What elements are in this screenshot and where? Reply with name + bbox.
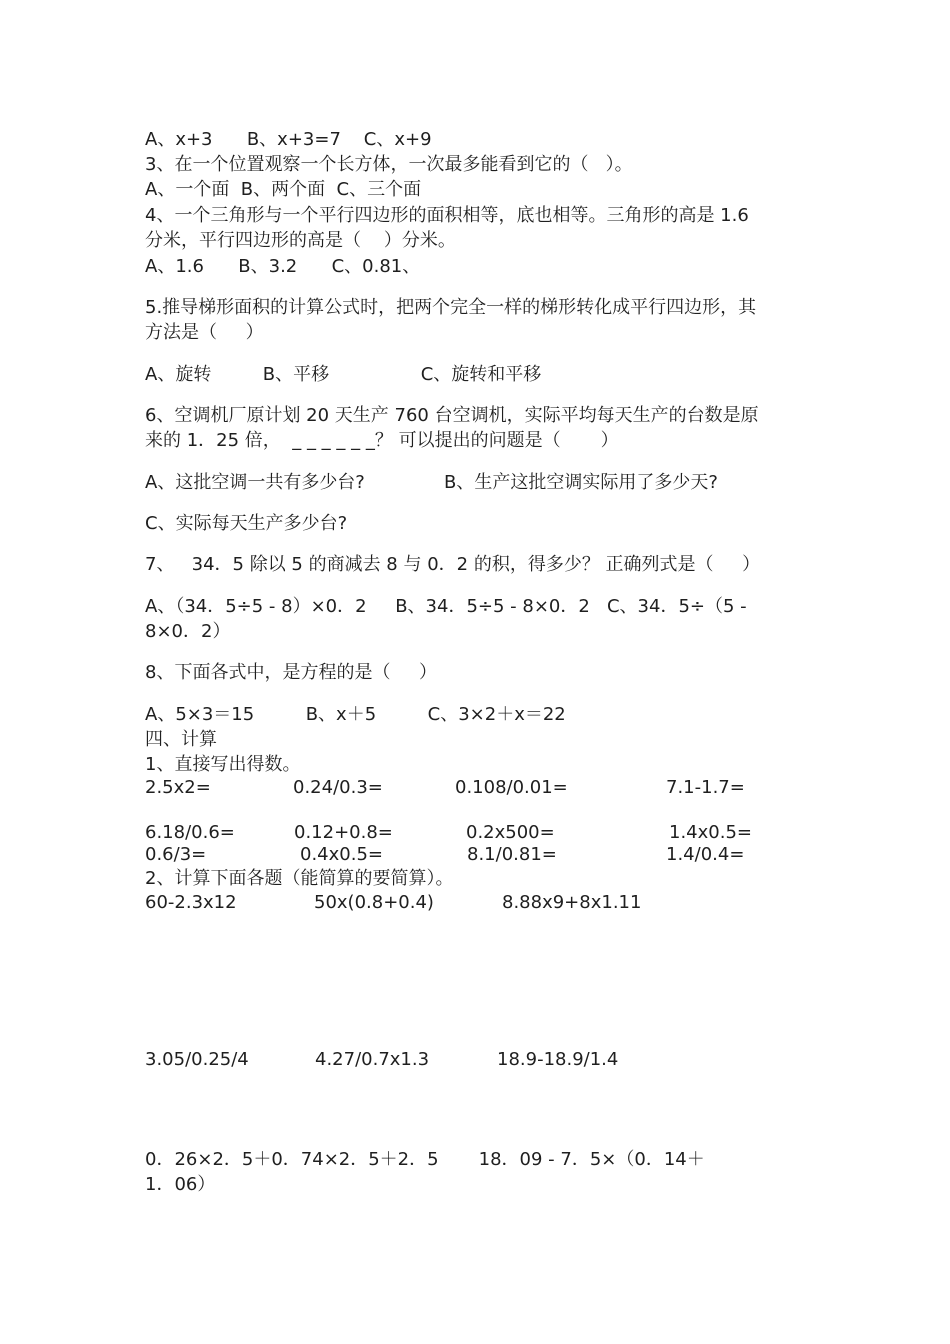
- q4-question-line2: 分米，平行四边形的高是（ ）分米。: [145, 230, 456, 251]
- mental-math-item: 0.108/0.01=: [455, 777, 568, 798]
- calc-item: 8.88x9+8x1.11: [502, 892, 642, 913]
- q7-options-line2: 8×0．2）: [145, 621, 231, 642]
- q4-options: A、1.6 B、3.2 C、0.81、: [145, 256, 421, 277]
- calc-row-3-line1: 0．26×2．5＋0．74×2．5＋2．5 18．09 - 7．5×（0．14＋: [145, 1149, 705, 1170]
- calc-item: 4.27/0.7x1.3: [315, 1049, 430, 1070]
- q8-options: A、5×3＝15 B、x＋5 C、3×2＋x＝22: [145, 704, 566, 725]
- q5-question-line1: 5.推导梯形面积的计算公式时，把两个完全一样的梯形转化成平行四边形，其: [145, 297, 757, 318]
- q3-options: A、一个面 B、两个面 C、三个面: [145, 179, 422, 200]
- mental-math-item: 2.5x2=: [145, 777, 211, 798]
- calc-row-3-line2: 1．06）: [145, 1174, 216, 1195]
- calc-item: 60-2.3x12: [145, 892, 237, 913]
- q6-option-a: A、这批空调一共有多少台?: [145, 472, 365, 493]
- mental-math-row-3: [145, 843, 845, 867]
- q4-question-line1: 4、一个三角形与一个平行四边形的面积相等，底也相等。三角形的高是 1.6: [145, 205, 749, 226]
- calc-row-1: [145, 891, 845, 915]
- mental-math-item: 0.6/3=: [145, 844, 207, 865]
- mental-math-item: 7.1-1.7=: [666, 777, 745, 798]
- calc-row-2: [145, 1048, 845, 1072]
- calc-item: 50x(0.8+0.4): [314, 892, 434, 913]
- q6-question-line2: 来的 1．25 倍， _ _ _ _ _ _？ 可以提出的问题是（ ）: [145, 430, 619, 451]
- calc-item: 3.05/0.25/4: [145, 1049, 249, 1070]
- mental-math-item: 1.4/0.4=: [666, 844, 745, 865]
- q6-option-b: B、生产这批空调实际用了多少天?: [444, 472, 718, 493]
- calc-item: 18.9-18.9/1.4: [497, 1049, 619, 1070]
- mental-math-item: 1.4x0.5=: [669, 822, 752, 843]
- q7-options-line1: A、（34．5÷5 - 8）×0．2 B、34．5÷5 - 8×0．2 C、34．5÷（5 -: [145, 596, 747, 617]
- mental-math-item: 6.18/0.6=: [145, 822, 235, 843]
- mental-math-item: 0.4x0.5=: [300, 844, 383, 865]
- mental-math-row-1: [145, 776, 845, 800]
- q8-question: 8、下面各式中，是方程的是（ ）: [145, 662, 438, 683]
- mental-math-row-2: [145, 821, 845, 845]
- mental-math-item: 8.1/0.81=: [467, 844, 557, 865]
- mental-math-item: 0.24/0.3=: [293, 777, 383, 798]
- q5-options: A、旋转 B、平移 C、旋转和平移: [145, 364, 542, 385]
- q6-option-c: C、实际每天生产多少台?: [145, 513, 348, 534]
- q5-question-line2: 方法是（ ）: [145, 322, 264, 343]
- q7-question: 7、 34．5 除以 5 的商减去 8 与 0．2 的积，得多少？ 正确列式是（ ）: [145, 554, 761, 575]
- q6-options-row: [145, 471, 845, 495]
- q3-question: 3、在一个位置观察一个长方体，一次最多能看到它的（ ）。: [145, 154, 633, 175]
- mental-math-item: 0.2x500=: [466, 822, 555, 843]
- q2-options: A、x+3 B、x+3=7 C、x+9: [145, 129, 432, 150]
- mental-math-item: 0.12+0.8=: [294, 822, 393, 843]
- section-title: 四、计算: [145, 729, 217, 750]
- q6-question-line1: 6、空调机厂原计划 20 天生产 760 台空调机，实际平均每天生产的台数是原: [145, 405, 759, 426]
- part2-title: 2、计算下面各题（能简算的要简算）。: [145, 868, 454, 889]
- part1-title: 1、直接写出得数。: [145, 754, 301, 775]
